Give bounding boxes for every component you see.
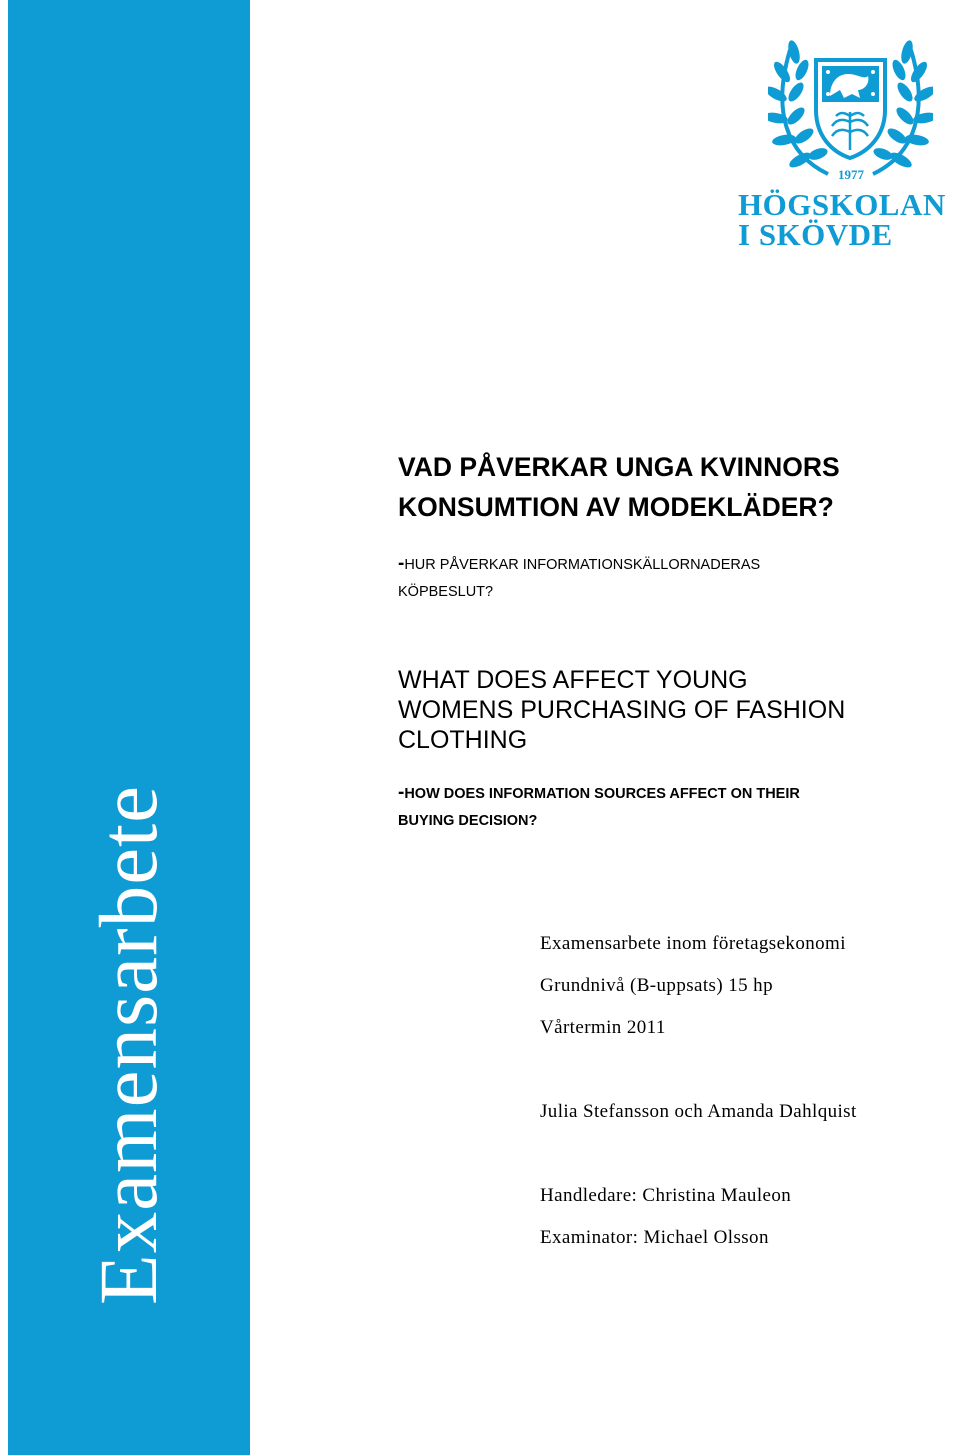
university-name xyxy=(738,187,960,252)
english-subtitle-line2: BUYING DECISION? xyxy=(398,813,538,829)
english-title-line3: CLOTHING xyxy=(398,726,528,754)
university-logo xyxy=(738,32,960,257)
english-subtitle xyxy=(398,779,948,835)
swedish-title-line1: VAD PÅVERKAR UNGA KVINNORS xyxy=(398,452,840,482)
swedish-title-line2: KONSUMTION AV MODEKLÄDER? xyxy=(398,492,834,522)
logo-year: 1977 xyxy=(838,167,864,182)
swedish-subtitle-line1: HUR PÅVERKAR INFORMATIONSKÄLLORNADERAS xyxy=(404,557,761,573)
thesis-term: Vårtermin 2011 xyxy=(540,1017,666,1038)
english-subtitle-line1: HOW DOES INFORMATION SOURCES AFFECT ON THEIR xyxy=(404,786,800,802)
sidebar-vertical-label: Examensarbete xyxy=(82,785,174,1305)
swedish-subtitle xyxy=(398,550,938,606)
university-name-line1: HÖGSKOLAN xyxy=(738,187,946,222)
thesis-examiner: Examinator: Michael Olsson xyxy=(540,1227,769,1248)
thesis-authors: Julia Stefansson och Amanda Dahlquist xyxy=(540,1101,857,1122)
university-seal-laurel-icon xyxy=(768,32,933,182)
english-subtitle-dash: - xyxy=(398,782,405,803)
swedish-title xyxy=(398,447,938,527)
english-title-line2: WOMENS PURCHASING OF FASHION xyxy=(398,696,846,724)
english-title-line1: WHAT DOES AFFECT YOUNG xyxy=(398,666,748,694)
swedish-subtitle-line2: KÖPBESLUT? xyxy=(398,584,494,600)
english-title xyxy=(398,665,948,755)
thesis-type: Examensarbete inom företagsekonomi xyxy=(540,933,846,954)
sidebar-band xyxy=(8,0,250,1455)
swedish-subtitle-dash: - xyxy=(398,553,405,574)
thesis-supervisor: Handledare: Christina Mauleon xyxy=(540,1185,792,1206)
university-name-line2: I SKÖVDE xyxy=(738,217,893,252)
thesis-level: Grundnivå (B-uppsats) 15 hp xyxy=(540,975,773,996)
